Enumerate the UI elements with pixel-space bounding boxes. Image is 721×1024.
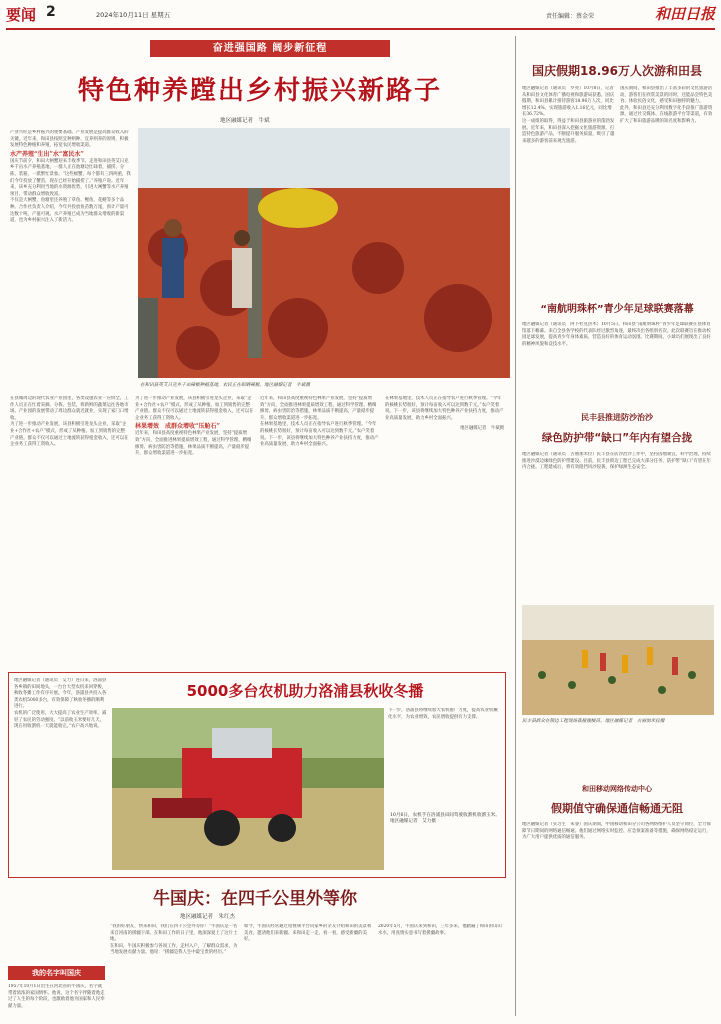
lead-col-1: 国庆节前夕，和田大闸蟹迎来丰收季节。走进和田县英艾日克乡千亩水产养殖基地，一群人正在池塘边忙碌着，捕捞、分拣、装箱，一派繁忙景象。“这些螃蟹，每个都有三四两重，我们今年投放了蟹苗，现在已经开始捕捞了。”养殖户说。近年来，该乡充分利用当地的水资源优势，引进大闸蟹等水产养殖项目，带动群众增收致富。 bbox=[10, 158, 131, 197]
chili-photo-caption: 在和田县英艾日克乡千亩辣椒种植基地，农民正在晾晒辣椒。地区融媒记者 牛斌摄 bbox=[140, 383, 310, 388]
harvest-body-right bbox=[388, 708, 502, 808]
greenbelt-kicker: 民丰县推进防沙治沙 bbox=[581, 413, 653, 422]
desert-illustration bbox=[522, 605, 714, 715]
lead-col-3b: 为了进一步推动产业发展，该县积极引进龙头企业，采取“企业+合作社+农户”模式，形成了从种植、加工到销售的完整产业链。群众不仅可以通过土地流转获得租金收入，还可以在企业务工获得工资收入。 bbox=[10, 422, 129, 448]
feature-tag: 我的名字叫国庆 bbox=[8, 966, 105, 980]
lead-column-left bbox=[10, 130, 132, 392]
lead-col-5: 近年来，和田县高度重视特色林果产业发展，坚持“提质增效”方向，全面推进林果提质增效工程，通过科学管理、精细修剪、病虫害防治等措施，林果品质不断提高，产量稳步提升，群众增收渠道进一步拓宽。 bbox=[135, 431, 252, 457]
harvest-body-left bbox=[14, 678, 108, 874]
mobile-kicker: 和田移动网络传动中心 bbox=[582, 785, 652, 793]
page-number: 2 bbox=[46, 4, 56, 20]
lead-byline: 地区融媒记者 牛斌 bbox=[220, 118, 270, 124]
lead-col-6b: 在林果基地里，技术人员正在指导农户进行秋季管理。“今年的核桃长势很好，预计每亩收入可以达到数千元。”农户笑着说。下一步，该县将继续加大特色种养产业扶持力度，推动产业高质量发展，助力乡村全面振兴。 bbox=[385, 396, 504, 421]
mobile-headline: 假期值守确保通信畅通无阻 bbox=[551, 802, 683, 815]
mobile-body: 地区融媒记者（实习生 朱睿）国庆期间，中国移动和田分公司各网络维护人员坚守岗位，全力保障节日期间的网络通信畅通。他们通过网络实时监控、应急预案准备等措施，确保网络稳定运行，为广大用户提供优质的通信服务。 bbox=[522, 822, 711, 841]
tourism-body-3: 国庆期间，和田县推出了丰富多彩的文化旅游活动，游客们在欣赏美景的同时，还能品尝特色美食、体验民俗文化，感受和田独特的魅力。 bbox=[620, 86, 713, 105]
shift-body-4: 2020年5月，牛国庆来到和田，三年多来，他踏遍了和田的山山水水，用真情实意书写着援疆故事。 bbox=[378, 924, 502, 936]
tourism-body-2: 这一成绩的取得，得益于和田县旅游业的蓬勃发展。近年来，和田县深入挖掘文化旅游资源，打造特色旅游产品，不断提升服务质量，吸引了越来越多的游客前来观光旅游。 bbox=[522, 118, 615, 144]
football-body: 地区融媒记者（通讯员 阿卜杜克热木）10月5日，和田县“南航明珠杯”青少年足球联赛在县体育馆落下帷幕。来自全县各学校的代表队经过激烈角逐，最终决出各组别名次。此次联赛旨在推动校园足球发展，提高青少年身体素质，营造良好的体育运动氛围。比赛期间，小球员们展现出了良好的精神风貌和竞技水平。 bbox=[522, 322, 711, 347]
shift-body bbox=[110, 924, 510, 1020]
shift-byline: 地区融媒记者 朱红杰 bbox=[180, 914, 236, 920]
greenbelt-body: 地区融媒记者（通讯员 古丽加米拉）民丰县在防沙治沙工作中，坚持因地制宜、科学治理，持续推进沙漠边缘绿色防护带建设。目前，民丰县锁边工程已完成大部分任务，防护带“缺口”有望在年内合拢。工程建成后，将有效阻挡风沙侵袭，保护绿洲生态安全。 bbox=[522, 452, 711, 471]
lead-col-4: 为了进一步推动产业发展，该县积极引进龙头企业，采取“企业+合作社+农户”模式，形成了从种植、加工到销售的完整产业链。群众不仅可以通过土地流转获得租金收入，还可以在企业务工获得工资收入。 bbox=[135, 396, 254, 421]
harvest-headline: 5000多台农机助力洛浦县秋收冬播 bbox=[186, 682, 424, 700]
tourism-body-1: 地区融媒记者（通讯员 罗亮）10月8日，记者从和田县文化体育广播电视和旅游局获悉，国庆假期，和田县累计接待游客18.96万人次，同比增长12.4%，实现旅游收入1.16亿元，同比增长36.72%。 bbox=[522, 86, 615, 118]
greenbelt-headline: 绿色防护带“缺口”年内有望合拢 bbox=[541, 432, 693, 444]
lead-col-3: 在县城周边的现代农业产业园里，各类设施农业一应俱全。工作人员正在忙着采摘、分拣、包装，将新鲜的蔬菜运往各地市场。产业园的发展带动了周边群众就近就业，实现了家门口增收。 bbox=[10, 396, 129, 421]
section-name: 要闻 bbox=[6, 6, 37, 24]
lead-credit: 地区融媒记者 牛斌摄 bbox=[460, 426, 504, 432]
newspaper-logo: 和田日报 bbox=[654, 5, 715, 23]
chili-field-illustration bbox=[138, 128, 510, 378]
football-headline: “南航明珠杯”青少年足球联赛落幕 bbox=[540, 304, 694, 315]
editor-credit: 责任编辑：蔡金荣 bbox=[546, 13, 595, 20]
harvester-photo-caption: 10月6日，农机手在洛浦县田间驾驶收割机收割玉米。地区融媒记者 艾力摄 bbox=[390, 813, 500, 824]
feature-body: 1957年10月1日出生在河北省的牛国庆，名字就带着浓浓的家国情怀。他说，这个名字伴随着他走过了人生的每个阶段，也激励着他为国家和人民奉献力量。 bbox=[8, 984, 105, 1009]
shift-body-1: “我的好朋友，快来和田，我们在四千公里外等你！”牛国庆是一名来自河南的援疆干部，在和田工作的日子里，他深深爱上了这片土地。 bbox=[110, 924, 238, 943]
lead-headline: 特色种养蹚出乡村振兴新路子 bbox=[77, 76, 442, 106]
header-rule bbox=[6, 28, 715, 30]
chili-harvest-photo bbox=[138, 128, 510, 378]
issue-date: 2024年10月11日 星期五 bbox=[96, 11, 171, 19]
lead-col-2: 不仅是大闸蟹，鱼塘里还养殖了草鱼、鲤鱼、花鲢等多个品种。合作社负责人介绍，今年共投放鱼苗数万尾，预计产量可达数十吨，产值可观。水产养殖已成为当地群众增收的新渠道，也为乡村振兴注入了新活力。 bbox=[10, 198, 129, 224]
lead-columns-bottom bbox=[10, 396, 510, 628]
shift-body-3: 如今，牛国庆经常通过短视频平台向家乡的亲友介绍和田的美景和美食，邀请他们来新疆、来和田走一走、看一看，感受新疆的美好。 bbox=[244, 924, 372, 943]
harvester-photo bbox=[112, 708, 384, 870]
tourism-body-4: 此外，和田县还充分利用数字化手段推广旅游资源，通过社交媒体、在线旅游平台等渠道，有效扩大了和田旅游品牌的知名度和影响力。 bbox=[620, 105, 713, 124]
harvest-body-3: 下一步，洛浦县将继续加大农机推广力度，提高农业机械化水平，为农业增效、农民增收提供有力支撑。 bbox=[388, 708, 498, 720]
shift-headline: 牛国庆：在四千公里外等你 bbox=[153, 889, 357, 909]
desert-photo-caption: 民丰县群众在锁边工程现场栽植梭梭苗。地区融媒记者 古丽加米拉摄 bbox=[522, 719, 665, 724]
lead-col-6: 在林果基地里，技术人员正在指导农户进行秋季管理。“今年的核桃长势很好，预计每亩收入可以达到数千元。”农户笑着说。下一步，该县将继续加大特色种养产业扶持力度，推动产业高质量发展，助力乡村全面振兴。 bbox=[260, 422, 379, 448]
lead-intro: 产业兴旺是乡村振兴的重要基础。产业发展是提高群众收入的关键。近年来，和田县按照宜种则种、宜养则养的原则，积极发展特色种植和养殖，拓宽农民增收渠道。 bbox=[10, 130, 129, 149]
lead-col-5b: 近年来，和田县高度重视特色林果产业发展，坚持“提质增效”方向，全面推进林果提质增效工程，通过科学管理、精细修剪、病虫害防治等措施，林果品质不断提高，产量稳步提升，群众增收渠道进一步拓宽。 bbox=[260, 396, 377, 421]
campaign-banner: 奋进强国路 阔步新征程 bbox=[150, 40, 390, 57]
column-divider bbox=[515, 36, 516, 1016]
masthead bbox=[6, 4, 715, 26]
harvest-body-1: 地区融媒记者（通讯员 艾力）连日来，洛浦县各乡镇的田间地头，一台台大型农机来回穿梭，秋收冬播工作有序开展。今年，洛浦县共投入各类农机5000多台，有效保障了秋收冬播的顺利进行。 bbox=[14, 678, 107, 710]
shift-body-2: 在和田，牛国庆积极参与各项工作，走村入户，了解群众需求，为当地发展贡献力量。他说：“援疆是我人生中最宝贵的经历。” bbox=[110, 943, 238, 956]
desert-planting-photo bbox=[522, 605, 714, 715]
lead-subhead-2: 林果增效 成群众增收“压舱石” bbox=[135, 423, 220, 431]
tourism-body bbox=[522, 86, 714, 298]
harvester-illustration bbox=[112, 708, 384, 870]
harvest-body-2: 农机的广泛使用，大大提高了农业生产效率，减轻了农民的劳动强度。“以前收玉米要好几天，现在用收割机一天就能收完。”农户高兴地说。 bbox=[14, 710, 107, 730]
tourism-headline: 国庆假期18.96万人次游和田县 bbox=[532, 64, 702, 78]
lead-subhead-1: 水产养殖“生出”水“富民水” bbox=[10, 150, 84, 158]
